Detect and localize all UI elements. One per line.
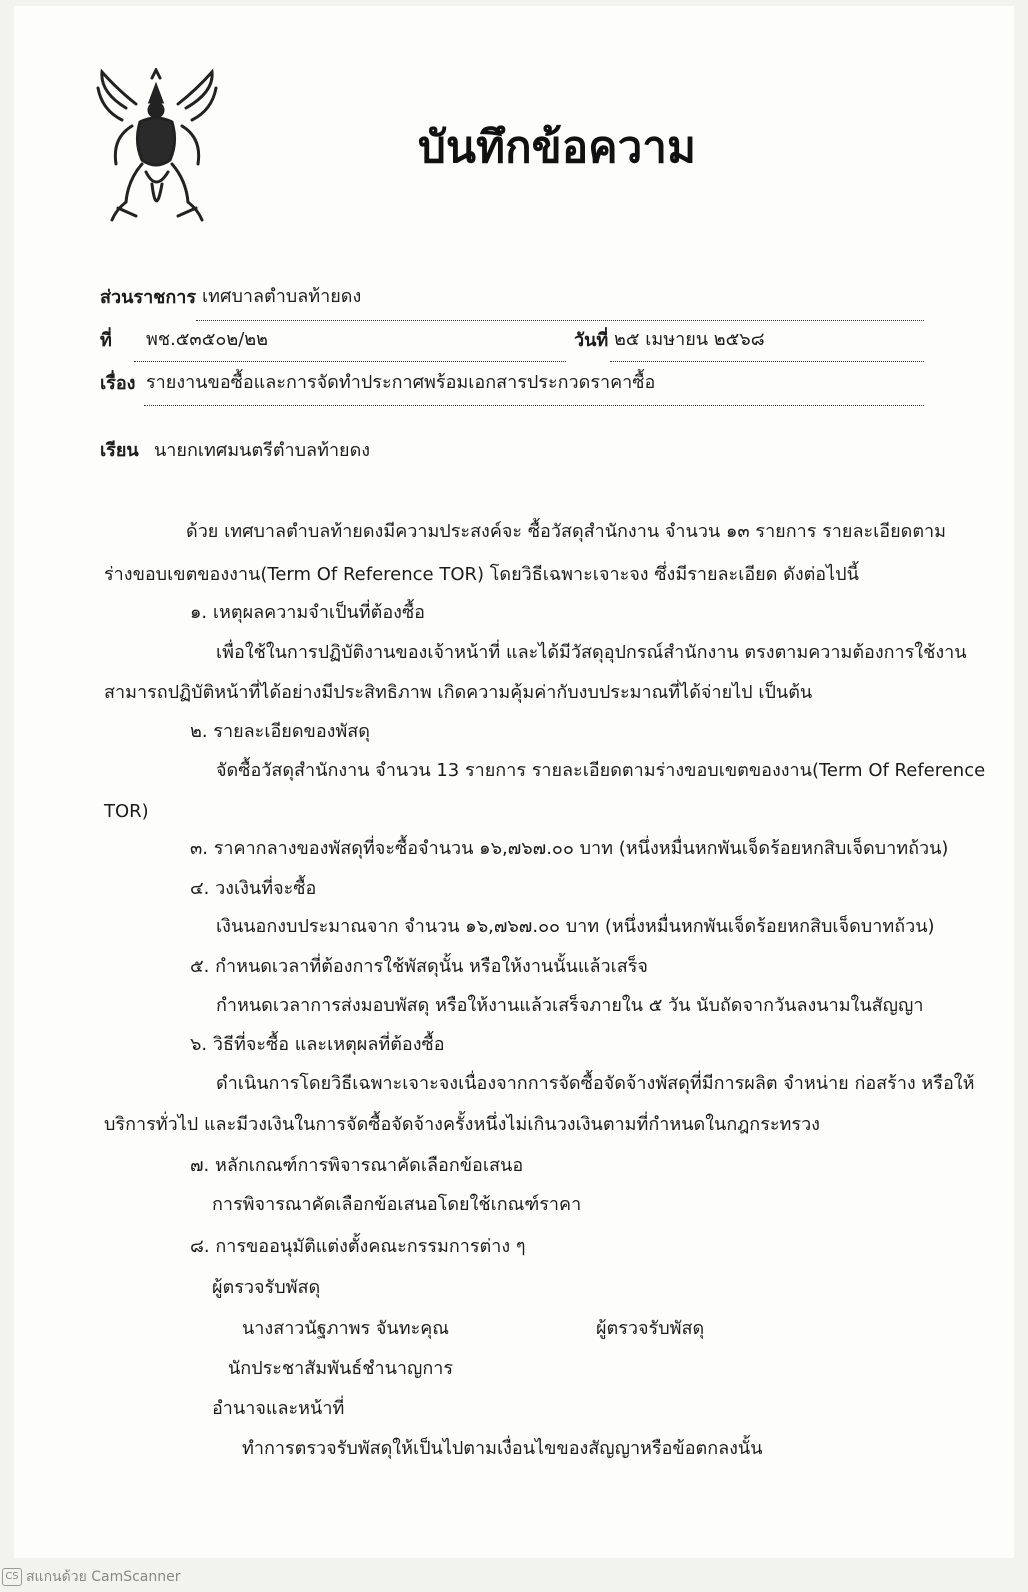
section-4-line-1: เงินนอกงบประมาณจาก จำนวน ๑๖,๗๖๗.๐๐ บาท (หนึ่งหมื่นหกพันเจ็ดร้อยหกสิบเจ็ดบาทถ้วน) [216,916,935,937]
ref-value: พช.๕๓๕๐๒/๒๒ [146,329,269,350]
subject-label: เรื่อง [100,373,136,394]
section-2-line-1: จัดซื้อวัสดุสำนักงาน จำนวน 13 รายการ รายละเอียดตามร่างขอบเขตของงาน(Term Of Reference [216,760,986,781]
section-3-heading: ๓. ราคากลางของพัสดุที่จะซื้อจำนวน ๑๖,๗๖๗.๐๐ บาท (หนึ่งหมื่นหกพันเจ็ดร้อยหกสิบเจ็ดบาทถ้วน) [190,838,949,859]
section-2-line-2: TOR) [104,801,149,822]
intro-line-1: ด้วย เทศบาลตำบลท้ายดงมีความประสงค์จะ ซื้อวัสดุสำนักงาน จำนวน ๑๓ รายการ รายละเอียดตาม [186,521,946,542]
memo-title: บันทึกข้อความ [418,122,697,173]
section-6-line-2: บริการทั่วไป และมีวงเงินในการจัดซื้อจัดจ้างครั้งหนึ่งไม่เกินวงเงินตามที่กำหนดในกฎกระทรวง [104,1114,820,1135]
section-1-line-2: สามารถปฏิบัติหน้าที่ได้อย่างมีประสิทธิภาพ เกิดความคุ้มค่ากับงบประมาณที่ได้จ่ายไป เป็นต้น [104,682,813,703]
section-5-heading: ๕. กำหนดเวลาที่ต้องการใช้พัสดุนั้น หรือให้งานนั้นแล้วเสร็จ [190,956,648,977]
section-8-heading: ๘. การขออนุมัติแต่งตั้งคณะกรรมการต่าง ๆ [190,1236,526,1257]
garuda-emblem [96,68,218,228]
inspector-position: นักประชาสัมพันธ์ชำนาญการ [228,1358,454,1379]
section-7-heading: ๗. หลักเกณฑ์การพิจารณาคัดเลือกข้อเสนอ [190,1155,524,1176]
section-6-line-1: ดำเนินการโดยวิธีเฉพาะเจาะจงเนื่องจากการจัดซื้อจัดจ้างพัสดุที่มีการผลิต จำหน่าย ก่อสร้าง หรือให้ [216,1073,975,1094]
camscanner-logo-icon: CS [2,1568,22,1586]
date-label: วันที่ [574,330,609,351]
to-label: เรียน [100,440,139,461]
subject-value: รายงานขอซื้อและการจัดทำประกาศพร้อมเอกสารประกวดราคาซื้อ [146,372,656,393]
date-value: ๒๕ เมษายน ๒๕๖๘ [614,329,765,350]
section-1-line-1: เพื่อใช้ในการปฏิบัติงานของเจ้าหน้าที่ และได้มีวัสดุอุปกรณ์สำนักงาน ตรงตามความต้องการใช้งาน [216,642,967,663]
section-4-heading: ๔. วงเงินที่จะซื้อ [190,878,317,899]
org-value: เทศบาลตำบลท้ายดง [202,286,362,307]
section-1-heading: ๑. เหตุผลความจำเป็นที่ต้องซื้อ [190,602,425,623]
inspector-role: ผู้ตรวจรับพัสดุ [596,1318,705,1339]
org-underline [196,320,924,321]
section-6-heading: ๖. วิธีที่จะซื้อ และเหตุผลที่ต้องซื้อ [190,1034,445,1055]
camscanner-text: สแกนด้วย CamScanner [26,1569,181,1585]
memo-sheet [14,6,1014,1558]
section-7-line-1: การพิจารณาคัดเลือกข้อเสนอโดยใช้เกณฑ์ราคา [212,1194,582,1215]
duty-line: ทำการตรวจรับพัสดุให้เป็นไปตามเงื่อนไขของสัญญาหรือข้อตกลงนั้น [242,1438,763,1459]
ref-label: ที่ [100,330,112,351]
section-5-line-1: กำหนดเวลาการส่งมอบพัสดุ หรือให้งานแล้วเสร็จภายใน ๕ วัน นับถัดจากวันลงนามในสัญญา [216,995,924,1016]
duty-heading: อำนาจและหน้าที่ [212,1398,345,1419]
org-label: ส่วนราชการ [100,287,197,308]
to-value: นายกเทศมนตรีตำบลท้ายดง [154,440,371,461]
section-2-heading: ๒. รายละเอียดของพัสดุ [190,721,370,742]
ref-underline [134,361,566,362]
intro-line-2: ร่างขอบเขตของงาน(Term Of Reference TOR) โดยวิธีเฉพาะเจาะจง ซึ่งมีรายละเอียด ดังต่อไปนี้ [104,564,859,585]
section-8-subheading: ผู้ตรวจรับพัสดุ [212,1277,321,1298]
inspector-name: นางสาวนัฐภาพร จันทะคุณ [242,1318,449,1339]
camscanner-watermark [2,1566,181,1588]
date-underline [610,361,924,362]
subject-underline [144,405,924,406]
